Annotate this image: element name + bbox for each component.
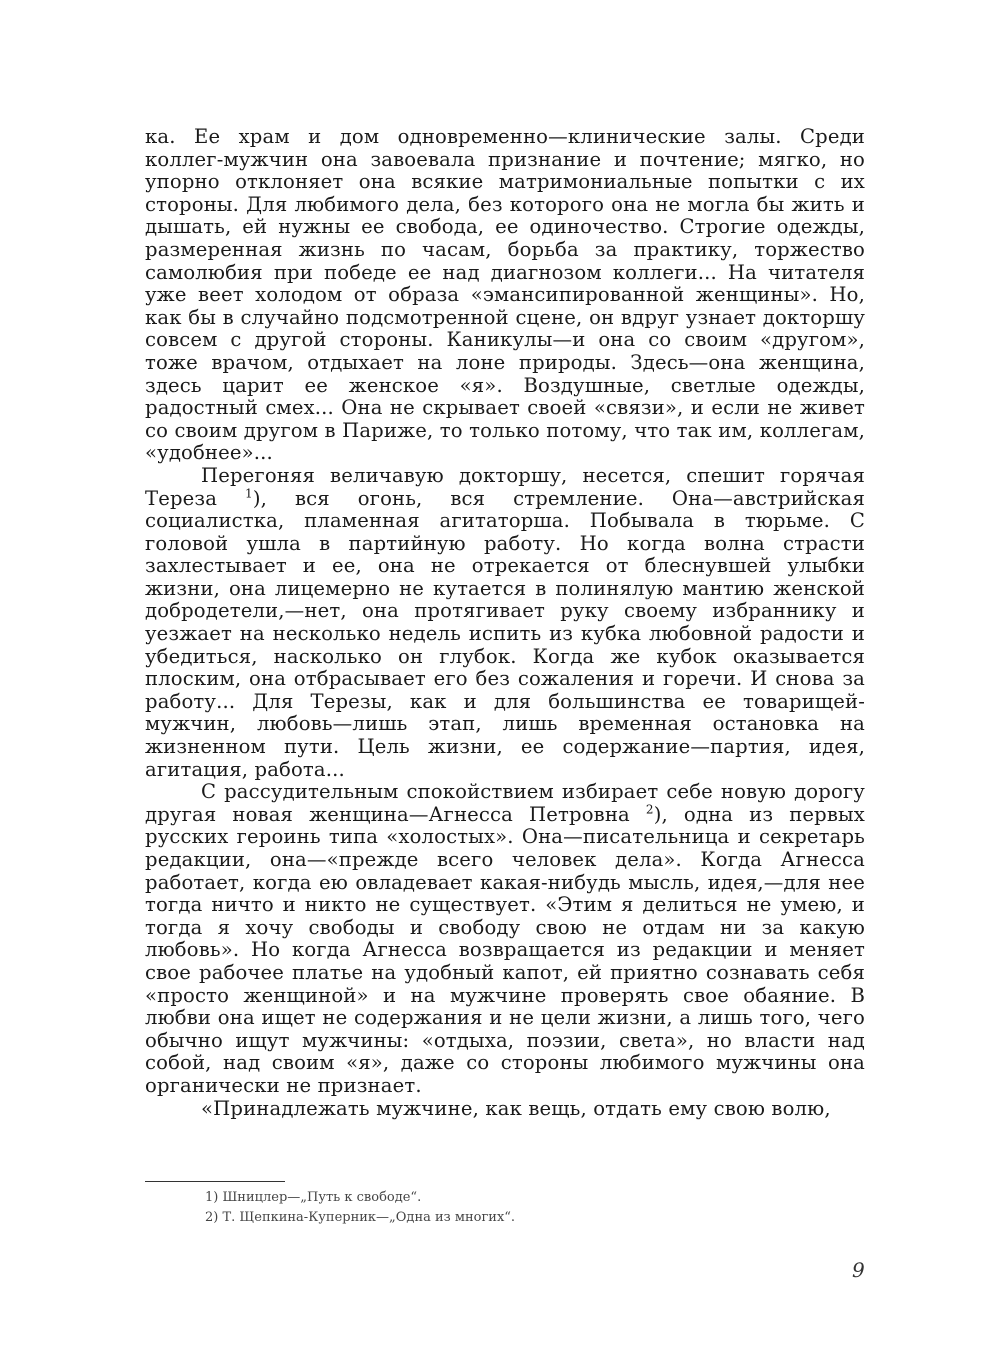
paragraph-4 bbox=[145, 1098, 865, 1121]
paragraph-2-text-before: Перегоняя величавую докторшу, несется, спешит горячая Тереза bbox=[145, 463, 865, 510]
paragraph-2-text-after: ), вся огонь, вся стремление. Она—австрийская социалистка, пламенная агитаторша. Побывала в тюрьме. С головой ушла в партийную работу. Но когда волна страсти захлестывает и ее, она не отрекается от блеснувшей улыбки жизни, она лицемерно не кутается в полинялую мантию женской добродетели,—нет, она протягивает руку своему избраннику и уезжает на несколько недель испить из кубка любовной радости и убедиться, насколько он глубок. Когда же кубок оказывается плоским, она отбрасывает его без сожаления и горечи. И снова за работу... Для Терезы, как и для большинства ее товарищей-мужчин, любовь—лишь этап, лишь временная остановка на жизненном пути. Цель жизни, ее содержание—партия, идея, агитация, работа... bbox=[145, 486, 866, 781]
footnote-ref-2: 2 bbox=[645, 802, 654, 817]
body-text bbox=[145, 126, 865, 1120]
paragraph-2 bbox=[145, 465, 865, 781]
paragraph-3-text-before: С рассудительным спокойствием избирает себе новую дорогу другая новая женщина—Агнесса Петровна bbox=[145, 780, 865, 826]
paragraph-4-text: «Принадлежать мужчине, как вещь, отдать ему свою волю, bbox=[201, 1096, 831, 1120]
page-number: 9 bbox=[852, 1258, 865, 1282]
paragraph-3 bbox=[145, 781, 865, 1097]
paragraph-1-text: ка. Ее храм и дом одновременно—клинические залы. Среди коллег-мужчин она завоевала признание и почтение; мягко, но упорно отклоняет она всякие матримониальные попытки с их стороны. Для любимого дела, без которого она не могла бы жить и дышать, ей нужны ее свобода, ее одиночество. Строгие одежды, размеренная жизнь по часам, борьба за практику, торжество самолюбия при победе ее над диагнозом коллеги... На читателя уже веет холодом от образа «эмансипированной женщины». Но, как бы в случайно подсмотренной сцене, он вдруг узнает докторшу совсем с другой стороны. Каникулы—и она со своим «другом», тоже врачом, отдыхает на лоне природы. Здесь—она женщина, здесь царит ее женское «я». Воздушные, светлые одежды, радостный смех... Она не скрывает своей «связи», и если не живет со своим другом в Париже, то только потому, что так им, коллегам, «удобнее»... bbox=[145, 125, 865, 465]
footnote-separator bbox=[145, 1181, 285, 1182]
footnote-2: 2) Т. Щепкина-Куперник—„Одна из многих“. bbox=[205, 1210, 516, 1225]
paragraph-1 bbox=[145, 126, 865, 465]
footnote-1: 1) Шницлер—„Путь к свободе“. bbox=[205, 1190, 422, 1205]
paragraph-3-text-after: ), одна из первых русских героинь типа «холостых». Она—писательница и секретарь редакции, она—«прежде всего человек дела». Когда Агнесса работает, когда ею овладевает какая-нибудь мысль, идея,—для нее тогда ничто и никто не существует. «Этим я делиться не умею, и тогда я хочу свободы и свободу свою не отдам ни за какую любовь». Но когда Агнесса возвращается из редакции и меняет свое рабочее платье на удобный капот, ей приятно сознавать себя «просто женщиной» и на мужчине проверять свое обаяние. В любви она ищет не содержания и не цели жизни, а лишь того, чего обычно ищут мужчины: «отдыха, поэзии, света», но власти над собой, над своим «я», даже со стороны любимого мужчины она органически не признает. bbox=[145, 802, 865, 1097]
footnote-ref-1: 1 bbox=[245, 485, 253, 500]
footnotes bbox=[205, 1188, 725, 1228]
